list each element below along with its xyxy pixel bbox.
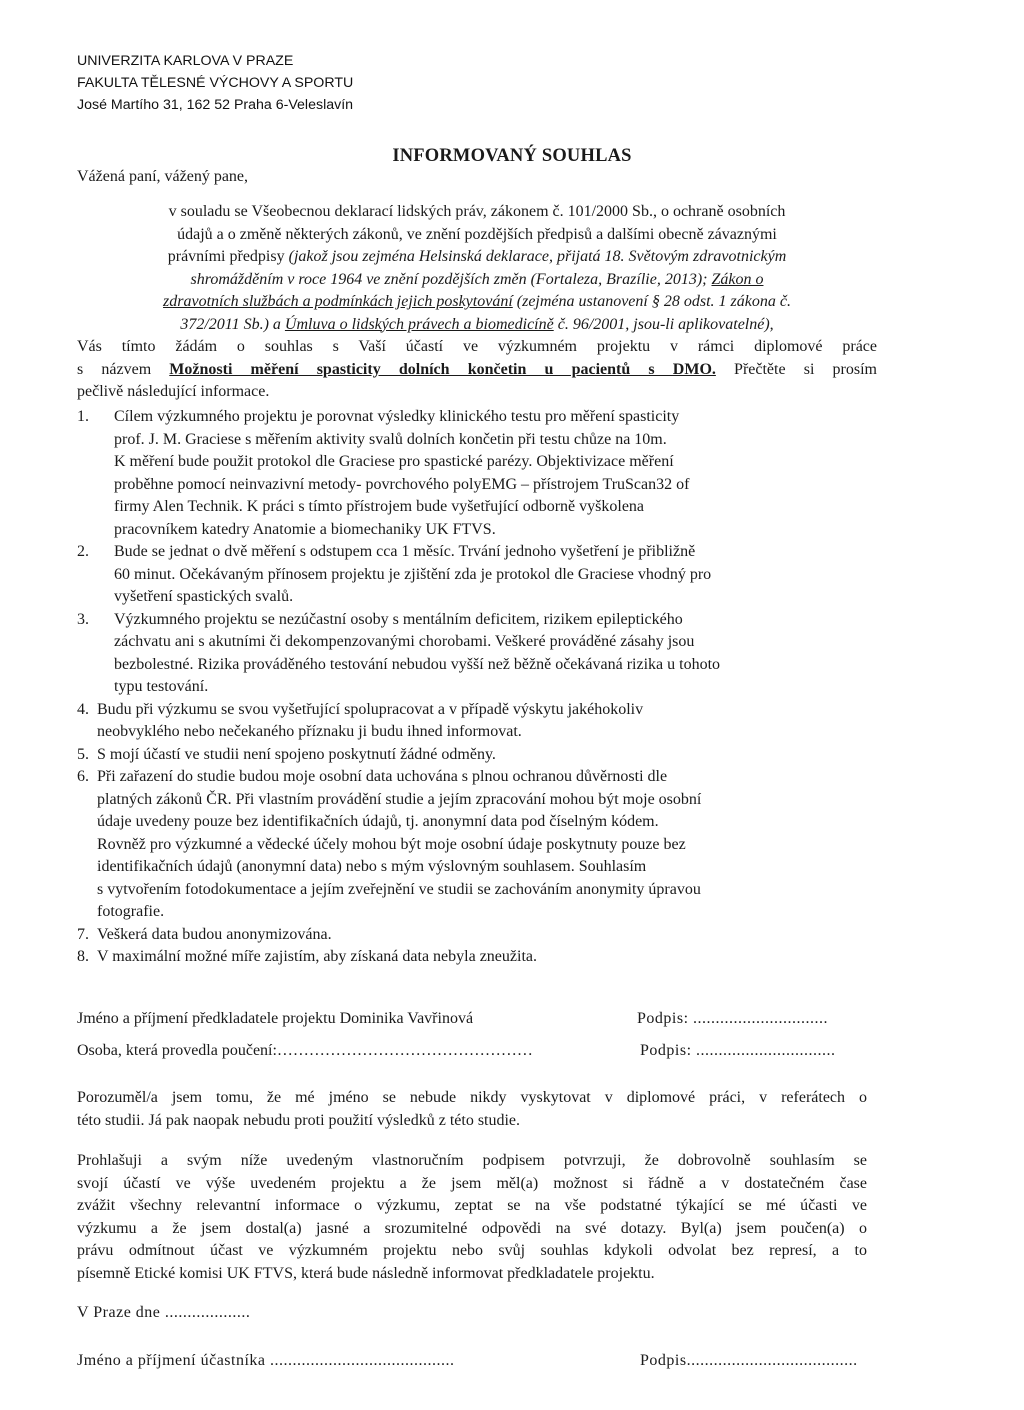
intro-paragraph: [77, 201, 877, 404]
list-item-line: S mojí účastí ve studii není spojeno poskytnutí žádné odměny.: [97, 745, 496, 763]
greeting: Vážená paní, vážený pane,: [77, 168, 249, 185]
list-item-line: bezbolestné. Rizika prováděného testování nebudou vyšší než běžně očekávaná rizika u tohoto: [114, 655, 721, 673]
list-item-line: fotografie.: [97, 903, 165, 920]
intro-line: Vás tímto žádám o souhlas s Vaší účastí ve výzkumném projektu v rámci diplomové práce: [77, 338, 877, 355]
list-item: [77, 406, 887, 541]
list-item-number: 7.: [77, 925, 89, 943]
instructor-name-field[interactable]: Osoba, která provedla poučení:…………………………………………: [77, 1042, 533, 1059]
intro-line: shromážděním v roce 1964 ve znění pozdějších změn (Fortaleza, Brazílie, 2013); Zákon o: [190, 270, 764, 288]
list-item-line: prof. J. M. Graciese s měřením aktivity svalů dolních končetin při testu chůze na 10m.: [114, 430, 667, 448]
understanding-paragraph: [77, 1087, 867, 1132]
list-item-line: Výzkumného projektu se nezúčastní osoby s mentálním deficitem, rizikem epileptického: [114, 610, 683, 628]
list-item: [77, 609, 887, 699]
list-item-number: 1.: [77, 408, 89, 425]
list-item-line: Budu při výzkumu se svou vyšetřující spolupracovat a v případě výskytu jakéhokoliv: [97, 700, 644, 718]
list-item-line: Cílem výzkumného projektu je porovnat výsledky klinického testu pro měření spasticity: [114, 408, 680, 425]
list-item-line: firmy Alen Technik. K práci s tímto přístrojem bude vyšetřující odborně vyškolena: [114, 498, 645, 515]
intro-line: právními předpisy (jakož jsou zejména Helsinská deklarace, přijatá 18. Světovým zdravotnickým: [167, 248, 787, 265]
information-list: [77, 406, 887, 969]
faculty-address: José Martího 31, 162 52 Praha 6-Veleslavín: [77, 97, 354, 113]
list-item-line: neobvyklého nebo nečekaného příznaku ji budu ihned informovat.: [97, 723, 522, 740]
law-reference-link: Zákon o: [711, 270, 764, 288]
list-item-line: V maximální možné míře zajistím, aby získaná data nebyla zneužita.: [97, 948, 537, 965]
list-item-line: 60 minut. Očekávaným přínosem projektu je zjištění zda je protokol dle Graciese vhodný pro: [114, 565, 712, 583]
paragraph-line: zvážit všechny relevantní informace o výzkumu, zeptat se na vše podstatné týkající se mé účasti ve: [77, 1197, 867, 1214]
list-item-number: 6.: [77, 768, 89, 785]
list-item: [77, 946, 887, 969]
list-item: [77, 699, 887, 744]
list-item: [77, 766, 887, 924]
paragraph-line: Porozuměl/a jsem tomu, že mé jméno se nebude nikdy vyskytovat v diplomové práci, v referátech o: [77, 1089, 867, 1106]
list-item-number: 8.: [77, 948, 89, 965]
list-item-line: platných zákonů ČR. Při vlastním provádění studie a jejím zpracování mohou být moje osobní: [97, 790, 702, 808]
list-item-number: 4.: [77, 700, 89, 718]
list-item-line: Veškerá data budou anonymizována.: [97, 925, 332, 943]
submitter-signature-field[interactable]: Podpis: ..............................: [637, 1010, 829, 1027]
list-item-line: proběhne pomocí neinvazivní metody- povrchového polyEMG – přístrojem TruScan32 of: [114, 475, 690, 493]
participant-name-field[interactable]: Jméno a příjmení účastníka .........................................: [77, 1352, 455, 1369]
list-item-line: Při zařazení do studie budou moje osobní data uchována s plnou ochranou důvěrnosti dle: [97, 768, 668, 785]
paragraph-line: výzkumu a že jsem dostal(a) jasné a srozumitelné odpovědi na své dotazy. Byl(a) jsem poučen(a) o: [77, 1219, 867, 1237]
paragraph-line: právu odmítnout účast ve výzkumném projektu nebo svůj souhlas kdykoli odvolat bez represí, a to: [77, 1242, 867, 1259]
list-item-line: záchvatu ani s akutními či dekompenzovanými chorobami. Veškeré prováděné zásahy jsou: [114, 633, 695, 650]
intro-line: údajů a o změně některých zákonů, ve znění pozdějších předpisů a dalšími obecně závaznými: [177, 225, 777, 243]
paragraph-line: svojí účastí ve výše uvedeném projektu a že jsem měl(a) možnost si řádně a v dostatečném čase: [77, 1174, 867, 1192]
list-item-line: Bude se jednat o dvě měření s odstupem cca 1 měsíc. Trvání jednoho vyšetření je přibližně: [114, 543, 696, 560]
list-item-line: Rovněž pro výzkumné a vědecké účely mohou být moje osobní údaje poskytnuty pouze bez: [97, 835, 686, 853]
university-name: UNIVERZITA KARLOVA V PRAZE: [77, 53, 294, 69]
list-item-line: identifikačních údajů (anonymní data) nebo s mým výslovným souhlasem. Souhlasím: [97, 858, 647, 875]
thesis-title: Možnosti měření spasticity dolních končetin u pacientů s DMO.: [169, 360, 716, 378]
intro-line: zdravotních službách a podmínkách jejich poskytování (zejména ustanovení § 28 odst. 1 zákona č.: [163, 293, 791, 310]
instructor-signature-field[interactable]: Podpis: ...............................: [640, 1042, 836, 1059]
date-field[interactable]: V Praze dne ...................: [77, 1304, 251, 1321]
paragraph-line: písemně Etické komisi UK FTVS, která bude následně informovat předkladatele projektu.: [77, 1264, 655, 1282]
intro-line: s názvem Možnosti měření spasticity dolních končetin u pacientů s DMO. Přečtěte si prosím: [77, 360, 877, 378]
list-item-number: 2.: [77, 543, 89, 560]
intro-line: pečlivě následující informace.: [77, 383, 270, 400]
list-item-number: 3.: [77, 610, 89, 628]
faculty-name: FAKULTA TĚLESNÉ VÝCHOVY A SPORTU: [77, 75, 354, 91]
convention-reference-link: Úmluva o lidských právech a biomedicíně: [284, 315, 554, 333]
list-item-line: s vytvořením fotodokumentace a jejím zveřejnění ve studii se zachováním anonymity úpravou: [97, 880, 701, 898]
paragraph-line: této studii. Já pak naopak nebudu proti použití výsledků z této studie.: [77, 1111, 521, 1129]
institution-header: [77, 50, 353, 116]
document-title: INFORMOVANÝ SOUHLAS: [392, 146, 632, 166]
list-item-line: pracovníkem katedry Anatomie a biomechaniky UK FTVS.: [114, 520, 496, 538]
submitter-name: Jméno a příjmení předkladatele projektu Dominika Vavřinová: [77, 1010, 474, 1027]
law-reference-link: zdravotních službách a podmínkách jejich poskytování: [163, 293, 513, 310]
list-item-line: typu testování.: [114, 678, 209, 695]
intro-line: 372/2011 Sb.) a Úmluva o lidských právech a biomedicíně č. 96/2001, jsou-li aplikovatelné),: [180, 315, 774, 333]
list-item-line: vyšetření spastických svalů.: [114, 588, 294, 605]
list-item-line: K měření bude použit protokol dle Graciese pro spastické parézy. Objektivizace měření: [114, 453, 674, 470]
list-item: [77, 541, 887, 609]
list-item-number: 5.: [77, 745, 89, 763]
list-item: [77, 744, 887, 767]
participant-signature-field[interactable]: Podpis......................................: [640, 1352, 858, 1369]
paragraph-line: Prohlašuji a svým níže uvedeným vlastnoručním podpisem potvrzuji, že dobrovolně souhlasím se: [77, 1152, 867, 1169]
declaration-paragraph: [77, 1150, 867, 1285]
intro-line: v souladu se Všeobecnou deklarací lidských práv, zákonem č. 101/2000 Sb., o ochraně osobních: [168, 203, 786, 220]
list-item-line: údaje uvedeny pouze bez identifikačních údajů, tj. anonymní data pod číselným kódem.: [97, 813, 659, 830]
list-item: [77, 924, 887, 947]
